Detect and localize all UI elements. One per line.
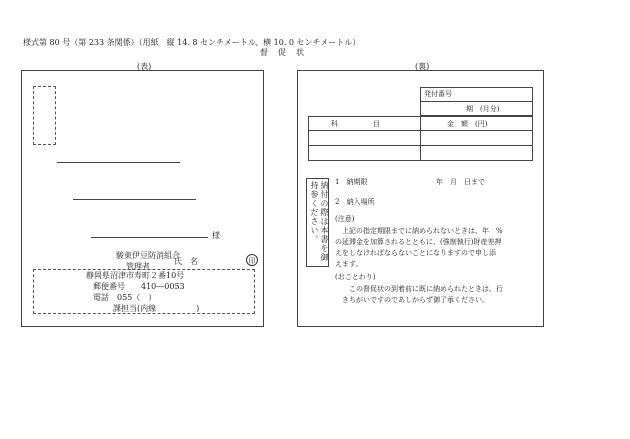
notice-heading: (注意): [335, 215, 355, 223]
apology-line-1: この督促状の到着前に既に納められたときは、行: [349, 285, 503, 293]
phone-number: 電話 055（ ）: [93, 293, 157, 302]
notice-line-1: 上記の指定期限までに納められないときは、年 %: [342, 227, 503, 235]
document-title: 督 促 状: [260, 48, 305, 57]
issue-divider: [420, 101, 533, 102]
back-label: (裏): [415, 62, 430, 71]
amount-grid-row-2: [308, 145, 533, 146]
notice-line-2: の延滞金を加算されるとともに、(強制執行)財産差押: [335, 238, 502, 246]
payment-note: 納付の際は本書を御持参ください。: [310, 181, 329, 262]
postal-code: 郵便番号 410―0053: [93, 282, 185, 291]
col-subject-header: 科 目: [331, 120, 380, 128]
apology-line-2: きちがいですのであしからず御了承ください。: [342, 296, 489, 304]
address-line-1: [57, 162, 180, 163]
notice-line-4: えます。: [335, 260, 363, 268]
deadline-label: 1 納期限: [335, 178, 368, 186]
sender-org: 駿東伊豆防消組合: [116, 251, 180, 260]
seal-mark: 印: [246, 254, 258, 266]
payment-place-label: 2 納入場所: [335, 198, 375, 206]
amount-grid-col-divider: [420, 116, 421, 161]
notice-line-3: えをしなければならないことになりますので申し添: [335, 249, 496, 257]
sender-role: 管理者: [126, 262, 150, 271]
deadline-date: 年 月 日まで: [436, 178, 485, 186]
name-label: 氏 名: [174, 257, 198, 266]
amount-grid-row-1: [308, 130, 533, 131]
recipient-name-line: [91, 237, 208, 238]
front-label: (表): [137, 62, 152, 71]
sender-address: 静岡県沼津市寿町２番10号: [86, 271, 185, 280]
section-extension: 課担当(内線 ): [113, 304, 200, 313]
honorific: 様: [212, 231, 220, 240]
stamp-area: [33, 86, 56, 145]
period-label: 期 (月分): [466, 105, 500, 113]
form-caption: 様式第 80 号（第 233 条関係）（用紙 縦 14. 8 センチメートル、横 10. 0 センチメートル）: [23, 38, 361, 47]
apology-heading: (おことわり): [335, 273, 376, 281]
address-line-2: [73, 199, 196, 200]
col-amount-header: 金 額 (円): [447, 120, 488, 128]
issue-number-label: 発付番号: [424, 90, 452, 98]
